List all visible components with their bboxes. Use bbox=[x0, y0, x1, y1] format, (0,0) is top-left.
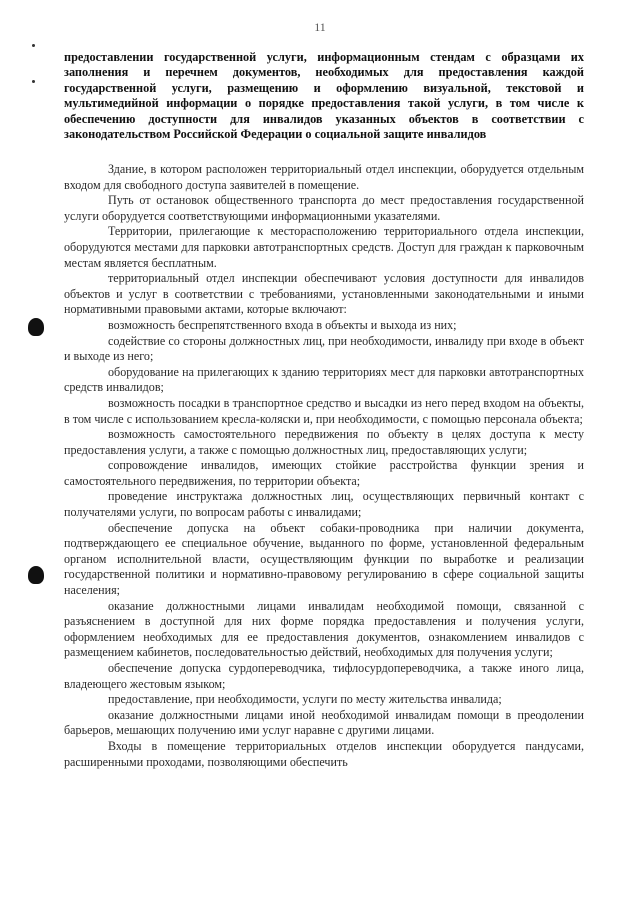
list-item: обеспечение допуска на объект собаки-проводника при наличии документа, подтверждающего ее специальное обучение, выданного по форме, установленной федеральным органом исполнительной власти, осуществляющим функции по выработке и реализации государственной политики и нормативно-правовому регулированию в сфере социальной защиты населения; bbox=[64, 520, 584, 598]
list-item: сопровождение инвалидов, имеющих стойкие расстройства функции зрения и самостоятельного передвижения, по территории объекта; bbox=[64, 458, 584, 488]
list-item: возможность посадки в транспортное средство и высадки из него перед входом на объекты, в том числе с использованием кресла-коляски и, при необходимости, с помощью персонала объекта; bbox=[64, 395, 584, 426]
paragraph: Путь от остановок общественного транспорта до мест предоставления государственной услуги оборудуется соответствующими информационными указателями. bbox=[64, 193, 584, 223]
list-item: предоставление, при необходимости, услуги по месту жительства инвалида; bbox=[108, 692, 502, 707]
punch-hole bbox=[28, 318, 44, 336]
document-body bbox=[64, 162, 584, 770]
list-item: оборудование на прилегающих к зданию территориях мест для парковки автотранспортных средств инвалидов; bbox=[64, 364, 584, 395]
list-item: обеспечение допуска сурдопереводчика, тифлосурдопереводчика, а также иного лица, владеющего жестовым языком; bbox=[64, 661, 584, 691]
list-item: содействие со стороны должностных лиц, при необходимости, инвалиду при входе в объект и выходе из него; bbox=[64, 333, 584, 364]
page-number: 11 bbox=[314, 20, 326, 34]
paragraph: Здание, в котором расположен территориальный отдел инспекции, оборудуется отдельным входом для свободного доступа заявителей в помещение. bbox=[64, 162, 584, 192]
list-item: оказание должностными лицами иной необходимой инвалидам помощи в преодолении барьеров, мешающих получению ими услуг наравне с другими лицами. bbox=[64, 707, 584, 738]
list-item: оказание должностными лицами инвалидам необходимой помощи, связанной с разъяснением в доступной для них форме порядка предоставления и получения услуги, оформлением необходимых для ее предоставления документов, ознакомлением инвалидов с размещением кабинетов, последовательностью действий, необходимых для получения услуги; bbox=[64, 598, 584, 660]
scan-mark bbox=[32, 80, 35, 83]
list-item: возможность беспрепятственного входа в объекты и выхода из них; bbox=[108, 317, 457, 332]
scan-mark bbox=[32, 44, 35, 47]
list-item: возможность самостоятельного передвижения по объекту в целях доступа к месту предоставления услуги, а также с помощью должностных лиц, предоставляющих услуги; bbox=[64, 427, 584, 457]
paragraph: Входы в помещение территориальных отделов инспекции оборудуется пандусами, расширенными проходами, позволяющими обеспечить bbox=[64, 738, 584, 769]
paragraph: Территории, прилегающие к месторасположению территориального отдела инспекции, оборудуются местами для парковки автотранспортных средств. Доступ для граждан к парковочным местам является бесплатным. bbox=[64, 224, 584, 270]
section-heading: предоставлении государственной услуги, информационным стендам с образцами их заполнения и перечнем документов, необходимых для предоставления каждой государственной услуги, размещению и оформлению визуальной, текстовой и мультимедийной информации о порядке предоставления такой услуги, в том числе к обеспечению доступности для инвалидов указанных объектов в соответствии с законодательством Российской Федерации о социальной защите инвалидов bbox=[64, 50, 584, 142]
list-item: проведение инструктажа должностных лиц, осуществляющих первичный контакт с получателями услуги, по вопросам работы с инвалидами; bbox=[64, 489, 584, 520]
punch-hole bbox=[28, 566, 44, 584]
paragraph: территориальный отдел инспекции обеспечивают условия доступности для инвалидов объектов и услуг в соответствии с требованиями, установленными законодательными и иными нормативными правовыми актами, которые включают: bbox=[64, 271, 584, 317]
